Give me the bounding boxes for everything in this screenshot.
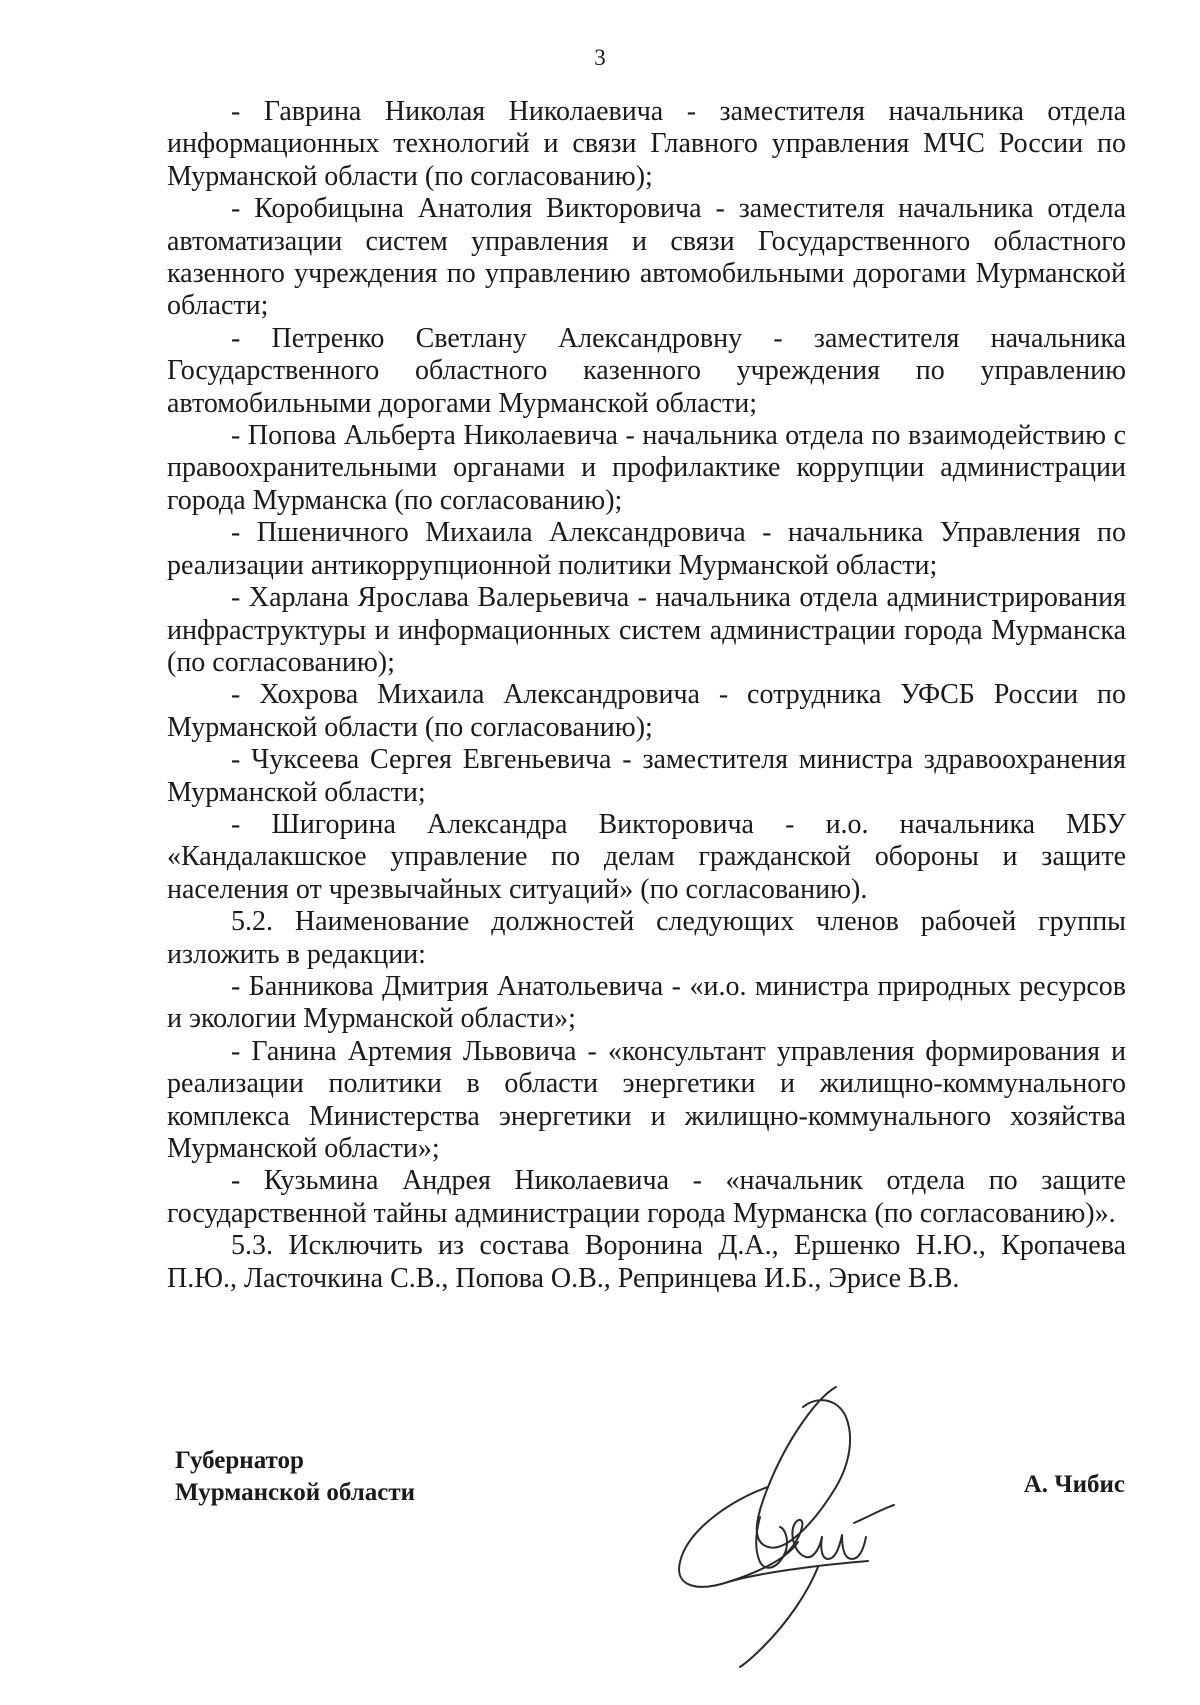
member-paragraph-korobitsyn: - Коробицына Анатолия Викторовича - заместителя начальника отдела автоматизации систем управления и связи Государственного областного казенного учреждения по управлению автомобильными дорогами Мурманской области;: [167, 193, 1126, 322]
signatory-title: [175, 1445, 415, 1509]
document-body: [167, 96, 1126, 1295]
member-paragraph-bannikov: - Банникова Дмитрия Анатольевича - «и.о. министра природных ресурсов и экологии Мурманской области»;: [167, 970, 1126, 1035]
member-paragraph-chukseev: - Чуксеева Сергея Евгеньевича - заместителя министра здравоохранения Мурманской области;: [167, 744, 1126, 808]
member-paragraph-ganin: - Ганина Артемия Львовича - «консультант управления формирования и реализации политики в области энергетики и жилищно-коммунального комплекса Министерства энергетики и жилищно-коммунального хозяйства Мурманской области»;: [167, 1035, 1126, 1164]
member-paragraph-petrenko: - Петренко Светлану Александровну - заместителя начальника Государственного областного казенного учреждения по управлению автомобильными дорогами Мурманской области;: [167, 322, 1126, 419]
member-paragraph-kharlan: - Харлана Ярослава Валерьевича - начальника отдела администрирования инфраструктуры и информационных систем администрации города Мурманска (по согласованию);: [167, 582, 1126, 678]
member-paragraph-popov: - Попова Альберта Николаевича - начальника отдела по взаимодействию с правоохранительными органами и профилактике коррупции администрации города Мурманска (по согласованию);: [167, 420, 1126, 516]
member-paragraph-pshenichny: - Пшеничного Михаила Александровича - начальника Управления по реализации антикоррупционной политики Мурманской области;: [167, 517, 1126, 581]
signatory-title-line2: Мурманской области: [175, 1479, 416, 1506]
member-paragraph-gavrin: - Гаврина Николая Николаевича - заместителя начальника отдела информационных технологий и связи Главного управления МЧС России по Мурманской области (по согласованию);: [167, 96, 1126, 192]
signatory-name: А. Чибис: [1023, 1471, 1125, 1498]
page-number: 3: [594, 45, 606, 70]
member-paragraph-shigorin: - Шигорина Александра Викторовича - и.о. начальника МБУ «Кандалакшское управление по делам гражданской обороны и защите населения от чрезвычайных ситуаций» (по согласованию).: [167, 808, 1126, 905]
clause-5-3: 5.3. Исключить из состава Воронина Д.А., Ершенко Н.Ю., Кропачева П.Ю., Ласточкина С.В., Попова О.В., Репринцева И.Б., Эрисе В.В.: [167, 1230, 1126, 1294]
member-paragraph-khokhrov: - Хохрова Михаила Александровича - сотрудника УФСБ России по Мурманской области (по согласованию);: [167, 679, 1126, 743]
signature-block: [175, 1445, 1125, 1705]
member-paragraph-kuzmin: - Кузьмина Андрея Николаевича - «начальник отдела по защите государственной тайны администрации города Мурманска (по согласованию)».: [167, 1165, 1126, 1229]
clause-5-2: 5.2. Наименование должностей следующих членов рабочей группы изложить в редакции:: [167, 906, 1126, 970]
handwritten-signature: [668, 1377, 928, 1677]
signatory-title-line1: Губернатор: [175, 1447, 304, 1474]
